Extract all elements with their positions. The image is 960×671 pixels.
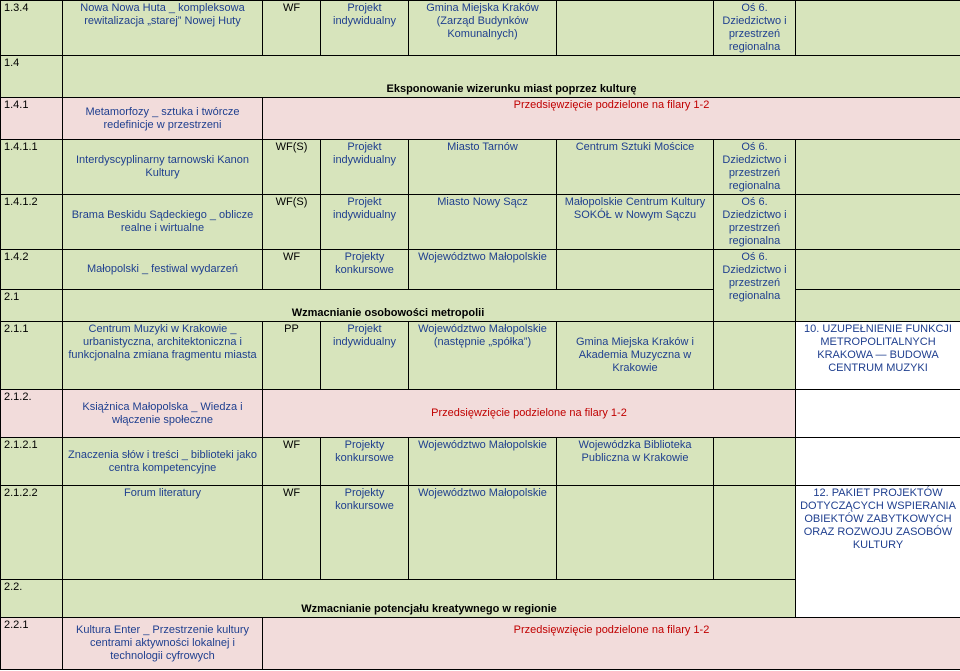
row-title: Nowa Nowa Huta _ kompleksowa rewitalizacja „starej” Nowej Huty xyxy=(63,1,263,56)
row-note: 12. PAKIET PROJEKTÓW DOTYCZĄCYCH WSPIERANIA OBIEKTÓW ZABYTKOWYCH ORAZ ROZWOJU ZASOBÓW KULTURY xyxy=(796,486,960,618)
row-axis: Oś 6. Dziedzictwo i przestrzeń regionalna xyxy=(714,250,796,322)
row-axis xyxy=(714,322,796,390)
row-title: Kultura Enter _ Przestrzenie kultury centrami aktywności lokalnej i technologii cyfrowych xyxy=(63,618,263,670)
row-extra xyxy=(796,195,960,250)
row-mode: WF(S) xyxy=(263,195,321,250)
row-extra xyxy=(796,390,960,438)
row-title: Forum literatury xyxy=(63,486,263,580)
row-title: Małopolski _ festiwal wydarzeń xyxy=(63,250,263,290)
row-partner: Gmina Miejska Kraków i Akademia Muzyczna w Krakowie xyxy=(557,322,714,390)
row-number: 1.4.2 xyxy=(1,250,63,290)
row-title: Interdyscyplinarny tarnowski Kanon Kultury xyxy=(63,140,263,195)
table-row xyxy=(1,618,960,670)
row-type: Projekty konkursowe xyxy=(321,486,409,580)
row-partner: Małopolskie Centrum Kultury SOKÓŁ w Nowym Sączu xyxy=(557,195,714,250)
row-title: Książnica Małopolska _ Wiedza i włączenie społeczne xyxy=(63,390,263,438)
table-row xyxy=(1,140,960,195)
pillar-note: Przedsięwzięcie podzielone na filary 1-2 xyxy=(263,618,960,670)
row-extra xyxy=(796,1,960,56)
row-beneficiary: Województwo Małopolskie xyxy=(409,250,557,290)
row-number: 2.1.1 xyxy=(1,322,63,390)
row-number: 1.4.1.1 xyxy=(1,140,63,195)
row-number: 2.2. xyxy=(1,580,63,618)
table-row xyxy=(1,1,960,56)
row-axis: Oś 6. Dziedzictwo i przestrzeń regionalna xyxy=(714,1,796,56)
row-number: 2.2.1 xyxy=(1,618,63,670)
row-axis: Oś 6. Dziedzictwo i przestrzeń regionalna xyxy=(714,195,796,250)
section-heading: Eksponowanie wizerunku miast poprzez kulturę xyxy=(63,56,960,98)
row-type: Projekty konkursowe xyxy=(321,438,409,486)
row-beneficiary: Miasto Tarnów xyxy=(409,140,557,195)
row-type: Projekt indywidualny xyxy=(321,140,409,195)
row-number: 2.1 xyxy=(1,290,63,322)
row-number: 1.4.1.2 xyxy=(1,195,63,250)
pillar-note: Przedsięwzięcie podzielone na filary 1-2 xyxy=(263,98,960,140)
row-number: 1.4.1 xyxy=(1,98,63,140)
row-extra xyxy=(796,438,960,486)
row-number: 1.4 xyxy=(1,56,63,98)
row-axis xyxy=(714,438,796,486)
row-beneficiary: Województwo Małopolskie xyxy=(409,438,557,486)
row-axis xyxy=(714,486,796,580)
row-type: Projekt indywidualny xyxy=(321,195,409,250)
row-partner: Wojewódzka Biblioteka Publiczna w Krakowie xyxy=(557,438,714,486)
row-mode: WF xyxy=(263,1,321,56)
row-axis: Oś 6. Dziedzictwo i przestrzeń regionalna xyxy=(714,140,796,195)
table-row xyxy=(1,322,960,390)
row-number: 2.1.2. xyxy=(1,390,63,438)
row-title: Znaczenia słów i treści _ biblioteki jako centra kompetencyjne xyxy=(63,438,263,486)
row-partner xyxy=(557,1,714,56)
row-partner xyxy=(557,486,714,580)
row-mode: WF xyxy=(263,486,321,580)
row-type: Projekt indywidualny xyxy=(321,322,409,390)
section-heading-row xyxy=(1,56,960,98)
section-heading: Wzmacnianie potencjału kreatywnego w regionie xyxy=(63,580,796,618)
section-heading: Wzmacnianie osobowości metropolii xyxy=(63,290,714,322)
table-row xyxy=(1,98,960,140)
row-mode: WF xyxy=(263,250,321,290)
section-heading-row xyxy=(1,290,960,322)
table-row xyxy=(1,486,960,580)
row-partner xyxy=(557,250,714,290)
table-row xyxy=(1,390,960,438)
table-row xyxy=(1,438,960,486)
pillar-note: Przedsięwzięcie podzielone na filary 1-2 xyxy=(263,390,796,438)
row-type: Projekty konkursowe xyxy=(321,250,409,290)
row-extra xyxy=(796,290,960,322)
row-type: Projekt indywidualny xyxy=(321,1,409,56)
row-title: Centrum Muzyki w Krakowie _ urbanistyczna, architektoniczna i funkcjonalna zmiana fragmentu miasta xyxy=(63,322,263,390)
row-mode: WF(S) xyxy=(263,140,321,195)
row-beneficiary: Gmina Miejska Kraków (Zarząd Budynków Komunalnych) xyxy=(409,1,557,56)
row-mode: PP xyxy=(263,322,321,390)
row-title: Metamorfozy _ sztuka i twórcze redefinicje w przestrzeni xyxy=(63,98,263,140)
table-row xyxy=(1,195,960,250)
row-extra xyxy=(796,140,960,195)
row-number: 2.1.2.1 xyxy=(1,438,63,486)
row-beneficiary: Województwo Małopolskie (następnie „spółka”) xyxy=(409,322,557,390)
row-partner: Centrum Sztuki Mościce xyxy=(557,140,714,195)
row-beneficiary: Województwo Małopolskie xyxy=(409,486,557,580)
row-title: Brama Beskidu Sądeckiego _ oblicze realne i wirtualne xyxy=(63,195,263,250)
row-extra xyxy=(796,250,960,290)
row-beneficiary: Miasto Nowy Sącz xyxy=(409,195,557,250)
row-number: 2.1.2.2 xyxy=(1,486,63,580)
row-mode: WF xyxy=(263,438,321,486)
row-number: 1.3.4 xyxy=(1,1,63,56)
row-note: 10. UZUPEŁNIENIE FUNKCJI METROPOLITALNYCH KRAKOWA — BUDOWA CENTRUM MUZYKI xyxy=(796,322,960,390)
table-row xyxy=(1,250,960,290)
